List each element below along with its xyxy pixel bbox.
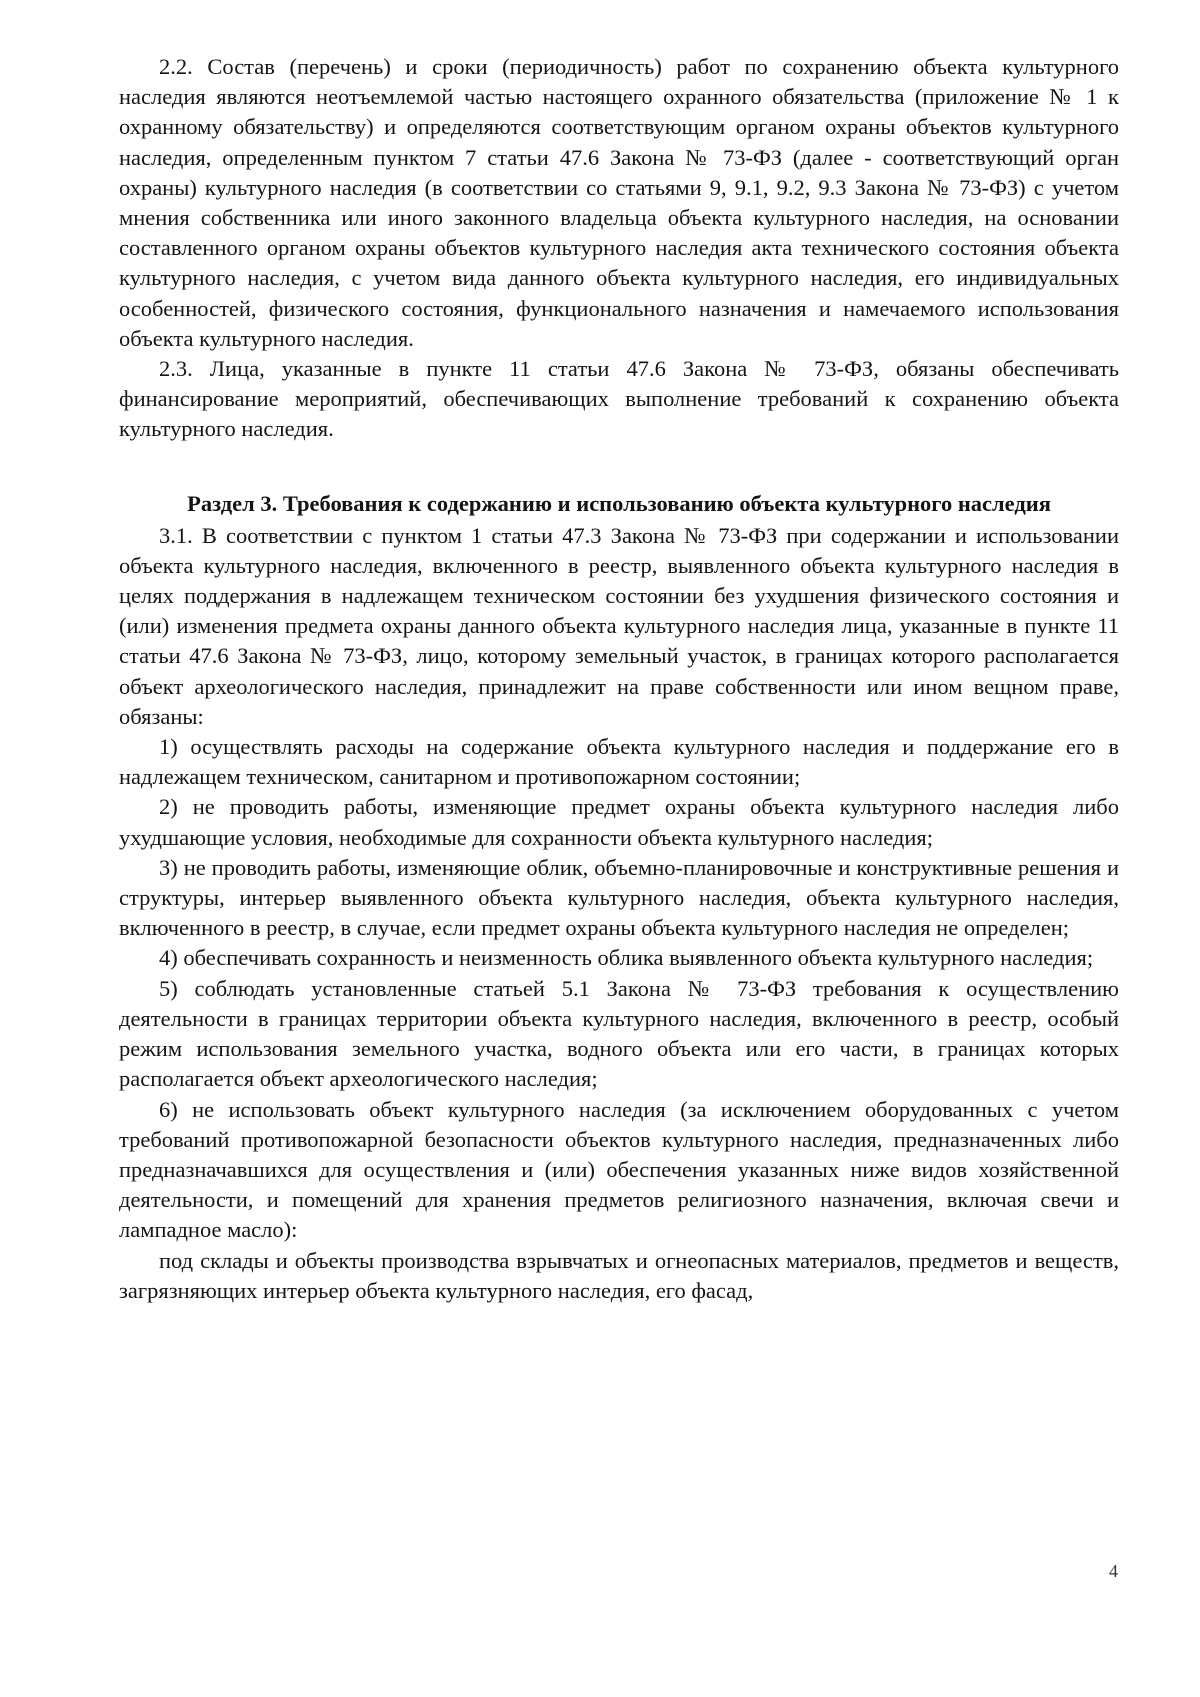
paragraph-3-1: 3.1. В соответствии с пунктом 1 статьи 47.3 Закона № 73-ФЗ при содержании и использовании объекта культурного наследия, включенного в реестр, выявленного объекта культурного наследия в целях поддержания в надлежащем техническом состоянии без ухудшения физического состояния и (или) изменения предмета охраны данного объекта культурного наследия лица, указанные в пункте 11 статьи 47.6 Закона № 73-ФЗ, лицо, которому земельный участок, в границах которого располагается объект археологического наследия, принадлежит на праве собственности или ином вещном праве, обязаны: — [119, 522, 1119, 729]
list-item-2: 2) не проводить работы, изменяющие предмет охраны объекта культурного наследия либо ухудшающие условия, необходимые для сохранности объекта культурного наследия; — [119, 794, 1119, 850]
section-heading: Раздел 3. Требования к содержанию и использованию объекта культурного наследия — [187, 490, 1051, 516]
list-item-5: 5) соблюдать установленные статьей 5.1 Закона № 73-ФЗ требования к осуществлению деятельности в границах территории объекта культурного наследия, включенного в реестр, особый режим использования земельного участка, водного объекта или его части, в границах которых располагается объект археологического наследия; — [119, 975, 1119, 1092]
paragraph-2-3: 2.3. Лица, указанные в пункте 11 статьи 47.6 Закона № 73-ФЗ, обязаны обеспечивать финансирование мероприятий, обеспечивающих выполнение требований к сохранению объекта культурного наследия. — [119, 356, 1119, 442]
paragraph-warehouses: под склады и объекты производства взрывчатых и огнеопасных материалов, предметов и веществ, загрязняющих интерьер объекта культурного наследия, его фасад, — [119, 1247, 1119, 1303]
list-item-3: 3) не проводить работы, изменяющие облик, объемно-планировочные и конструктивные решения и структуры, интерьер выявленного объекта культурного наследия, объекта культурного наследия, включенного в реестр, в случае, если предмет охраны объекта культурного наследия не определен; — [119, 854, 1119, 941]
page-number: 4 — [1109, 1561, 1118, 1581]
list-item-6: 6) не использовать объект культурного наследия (за исключением оборудованных с учетом требований противопожарной безопасности объектов культурного наследия, предназначенных либо предназначавшихся для осуществления и (или) обеспечения указанных ниже видов хозяйственной деятельности, и помещений для хранения предметов религиозного назначения, включая свечи и лампадное масло): — [119, 1096, 1119, 1243]
list-item-4: 4) обеспечивать сохранность и неизменность облика выявленного объекта культурного наследия; — [159, 945, 1094, 971]
document-page — [119, 52, 1119, 1306]
paragraph-2-2: 2.2. Состав (перечень) и сроки (периодичность) работ по сохранению объекта культурного наследия являются неотъемлемой частью настоящего охранного обязательства (приложение № 1 к охранному обязательству) и определяются соответствующим органом охраны объектов культурного наследия, определенным пунктом 7 статьи 47.6 Закона № 73-ФЗ (далее - соответствующий орган охраны) культурного наследия (в соответствии со статьями 9, 9.1, 9.2, 9.3 Закона № 73-ФЗ) с учетом мнения собственника или иного законного владельца объекта культурного наследия, на основании составленного органом охраны объектов культурного наследия акта технического состояния объекта культурного наследия, с учетом вида данного объекта культурного наследия, его индивидуальных особенностей, физического состояния, функционального назначения и намечаемого использования объекта культурного наследия. — [119, 54, 1119, 351]
list-item-1: 1) осуществлять расходы на содержание объекта культурного наследия и поддержание его в надлежащем техническом, санитарном и противопожарном состоянии; — [119, 734, 1119, 790]
